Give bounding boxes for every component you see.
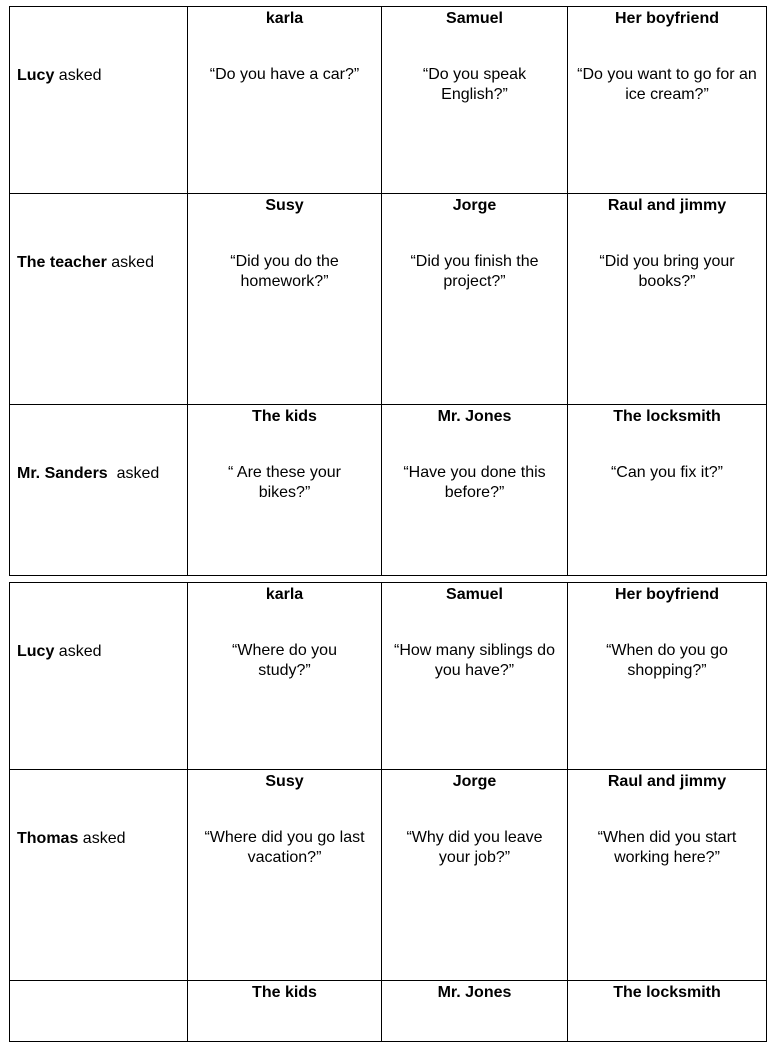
question-text: “Where do you study?” [232,642,337,679]
person-name: Mr. Jones [437,984,512,1001]
question-cell [382,7,568,194]
person-name: Jorge [452,197,497,214]
speaker-verb: asked [111,254,154,271]
question-cell [382,405,568,576]
question-cell [568,981,767,1042]
table-row [10,981,767,1042]
question-text: “When did you start working here?” [597,829,737,866]
speaker-name: Lucy [17,67,55,84]
question-text: “Did you bring your books?” [599,253,735,290]
person-name: The kids [252,984,317,1001]
speaker-verb: asked [58,643,102,660]
question-text: “ Are these your bikes?” [228,464,341,501]
worksheet-table-2 [9,582,767,1042]
speaker-line [17,830,126,848]
question-text: “Did you do the homework?” [230,253,339,290]
question-text: “Did you finish the project?” [410,253,539,290]
question-cell [188,770,382,981]
speaker-name: Lucy [17,643,55,660]
person-name: Susy [265,197,304,214]
person-name: The locksmith [613,408,721,425]
speaker-verb: asked [82,830,126,847]
person-name: Mr. Jones [437,408,512,425]
question-cell [382,981,568,1042]
person-name: Her boyfriend [614,10,719,27]
table-row [10,405,767,576]
question-text: “Do you have a car?” [209,66,360,83]
speaker-cell [10,981,188,1042]
person-name: Raul and jimmy [607,197,727,214]
speaker-name: Thomas [17,830,79,847]
speaker-line [17,643,102,661]
speaker-line [17,67,102,85]
person-name: karla [265,10,304,27]
question-cell [188,583,382,770]
speaker-verb: asked [58,67,102,84]
worksheet-table-1 [9,6,767,576]
question-cell [568,770,767,981]
question-cell [188,405,382,576]
question-text: “Do you want to go for an ice cream?” [577,66,757,103]
speaker-cell [10,7,188,194]
question-cell [382,583,568,770]
question-text: “Do you speak English?” [422,66,527,103]
question-cell [568,7,767,194]
table-row [10,7,767,194]
question-text: “When do you go shopping?” [606,642,728,679]
question-cell [568,405,767,576]
question-text: “Can you fix it?” [610,464,724,481]
question-text: “How many siblings do you have?” [394,642,555,679]
question-cell [568,194,767,405]
question-cell [188,981,382,1042]
person-name: Susy [265,773,304,790]
person-name: Jorge [452,773,497,790]
question-text: “Why did you leave your job?” [406,829,543,866]
table-row [10,583,767,770]
speaker-line [17,254,154,272]
person-name: karla [265,586,304,603]
speaker-line [17,465,159,483]
table-row [10,770,767,981]
person-name: Her boyfriend [614,586,719,603]
question-cell [188,7,382,194]
speaker-name: The teacher [17,254,107,271]
question-cell [568,583,767,770]
question-text: “Where did you go last vacation?” [204,829,365,866]
speaker-name: Mr. Sanders [17,465,108,482]
question-cell [382,770,568,981]
speaker-cell [10,194,188,405]
speaker-cell [10,405,188,576]
speaker-cell [10,583,188,770]
person-name: The locksmith [613,984,721,1001]
person-name: Raul and jimmy [607,773,727,790]
person-name: The kids [252,408,317,425]
person-name: Samuel [446,586,503,603]
question-cell [188,194,382,405]
table-row [10,194,767,405]
speaker-cell [10,770,188,981]
speaker-verb: asked [112,465,160,482]
person-name: Samuel [446,10,503,27]
question-cell [382,194,568,405]
question-text: “Have you done this before?” [403,464,546,501]
